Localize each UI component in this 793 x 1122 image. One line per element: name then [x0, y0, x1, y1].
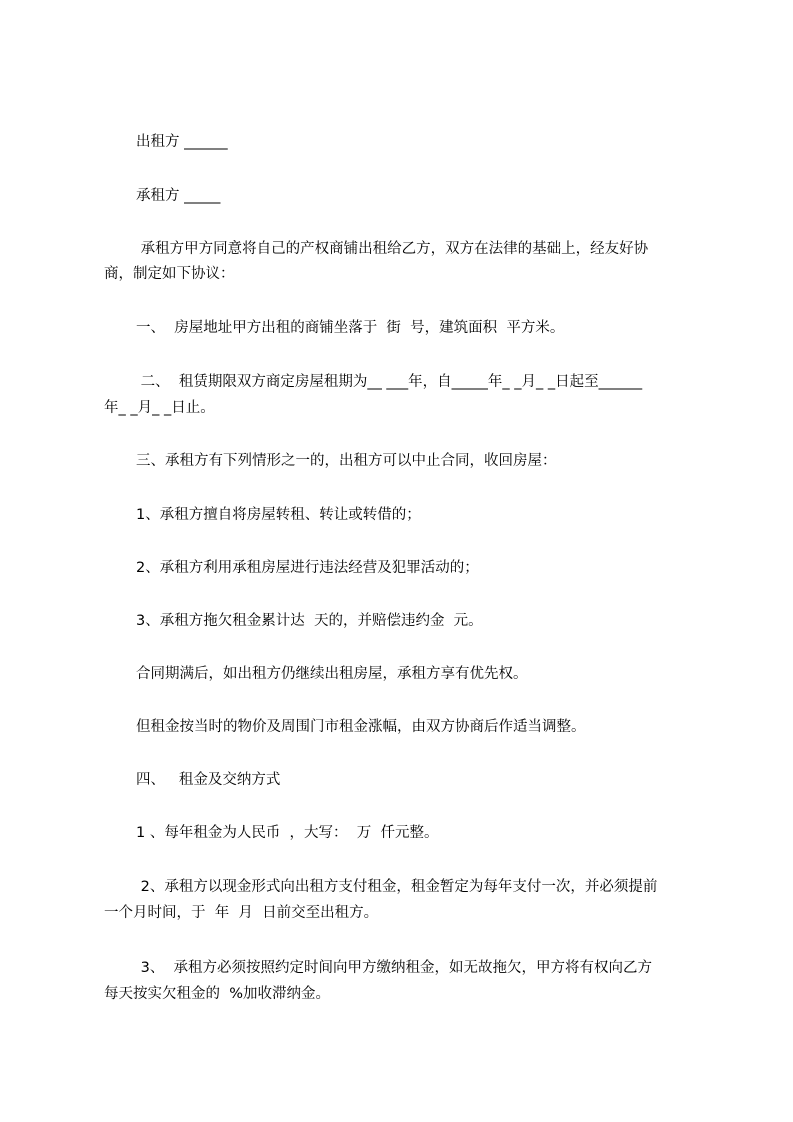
- clause-4-item-1: 1 、每年租金为人民币 ，大写： 万 仟元整。: [136, 825, 439, 841]
- clause-3-title: 三、承租方有下列情形之一的，出租方可以中止合同，收回房屋：: [136, 453, 557, 469]
- renewal-paragraph: 合同期满后，如出租方仍继续出租房屋，承租方享有优先权。: [136, 666, 528, 682]
- clause-4-item-2-line-1: 2、承租方以现金形式向出租方支付租金，租金暂定为每年支付一次，并必须提前: [136, 879, 658, 895]
- intro-line-1: 承租方甲方同意将自己的产权商铺出租给乙方，双方在法律的基础上，经友好协: [136, 241, 649, 257]
- clause-4-item-2-line-2: 一个月时间，于 年 月 日前交至出租方。: [104, 905, 379, 921]
- clause-3-item-2: 2、承租方利用承租房屋进行违法经营及犯罪活动的；: [136, 560, 479, 576]
- clause-3-item-1: 1、承租方擅自将房屋转租、转让或转借的；: [136, 507, 421, 523]
- clause-4-item-3-line-2: 每天按实欠租金的 %加收滞纳金。: [104, 986, 330, 1002]
- adjustment-paragraph: 但租金按当时的物价及周围门市租金涨幅，由双方协商后作适当调整。: [136, 719, 586, 735]
- clause-1: 一、 房屋地址甲方出租的商铺坐落于 街 号，建筑面积 平方米。: [136, 320, 565, 336]
- lessee-line: 承租方 _____: [136, 188, 221, 204]
- intro-line-2: 商，制定如下协议：: [104, 266, 235, 282]
- clause-2-line-1: 二、 租赁期限双方商定房屋租期为__ ___年，自_____年_ _月_ _日起至______: [136, 374, 643, 390]
- clause-4-item-3-line-1: 3、 承租方必须按照约定时间向甲方缴纳租金，如无故拖欠，甲方将有权向乙方: [136, 960, 653, 976]
- clause-2-line-2: 年_ _月_ _日止。: [104, 400, 215, 416]
- clause-3-item-3: 3、承租方拖欠租金累计达 天的，并赔偿违约金 元。: [136, 613, 483, 629]
- clause-4-title: 四、 租金及交纳方式: [136, 772, 281, 788]
- lessor-line: 出租方 ______: [136, 134, 228, 150]
